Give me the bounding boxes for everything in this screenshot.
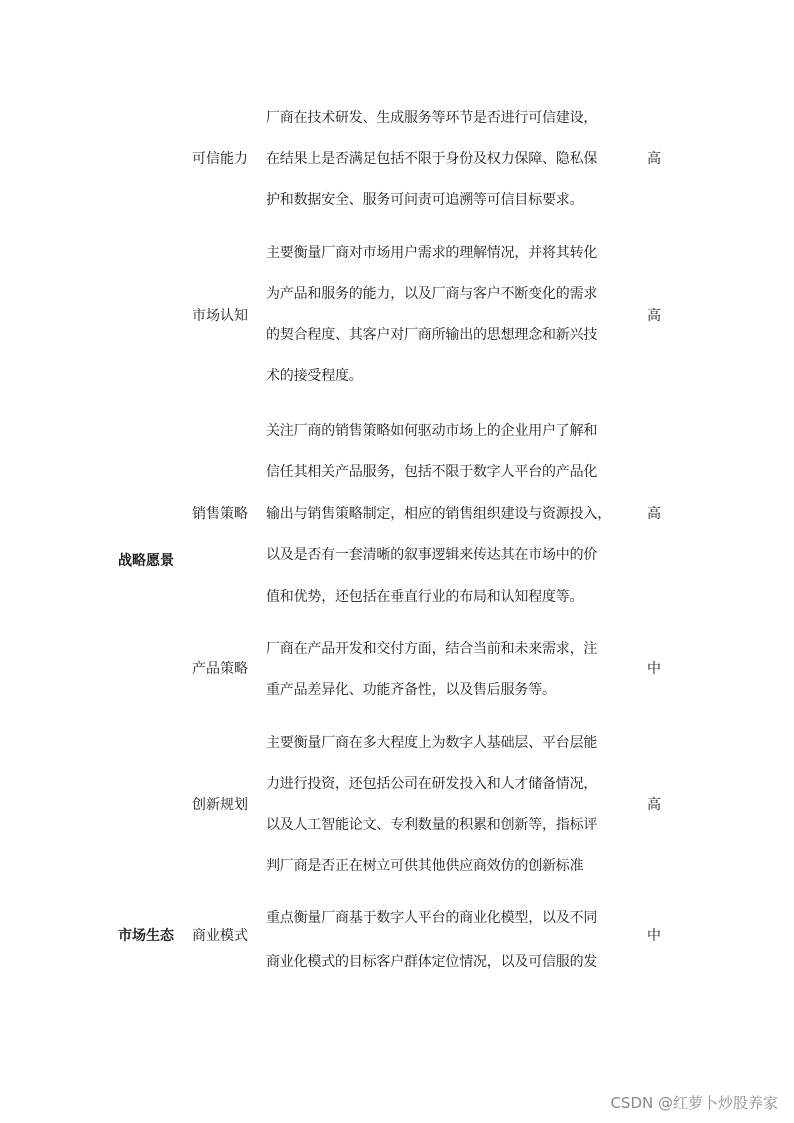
row-name-sales-strategy: 销售策略 — [192, 506, 248, 522]
row-level-innovation-planning: 高 — [647, 797, 661, 813]
desc-line: 判厂商是否正在树立可供其他供应商效仿的创新标准 — [266, 858, 584, 874]
row-level-sales-strategy: 高 — [647, 506, 661, 522]
desc-line: 术的接受程度。 — [266, 368, 363, 384]
row-level-product-strategy: 中 — [647, 661, 661, 677]
row-level-trust-capability: 高 — [647, 151, 661, 167]
desc-line: 值和优势，还包括在垂直行业的布局和认知程度等。 — [266, 589, 584, 605]
desc-line: 重产品差异化、功能齐备性，以及售后服务等。 — [266, 682, 556, 698]
row-name-trust-capability: 可信能力 — [192, 151, 248, 167]
desc-line: 力进行投资，还包括公司在研发投入和人才储备情况， — [266, 776, 598, 792]
desc-line: 在结果上是否满足包括不限于身份及权力保障、隐私保 — [266, 151, 598, 167]
desc-line: 厂商在技术研发、生成服务等环节是否进行可信建设， — [266, 110, 598, 126]
desc-line: 重点衡量厂商基于数字人平台的商业化模型，以及不同 — [266, 910, 598, 926]
row-level-market-awareness: 高 — [647, 308, 661, 324]
csdn-watermark: CSDN @红萝卜炒股养家 — [610, 1094, 778, 1112]
row-name-innovation-planning: 创新规划 — [192, 797, 248, 813]
desc-line: 以及人工智能论文、专利数量的积累和创新等，指标评 — [266, 817, 598, 833]
desc-line: 信任其相关产品服务，包括不限于数字人平台的产品化 — [266, 464, 598, 480]
desc-line: 的契合程度、其客户对厂商所输出的思想理念和新兴技 — [266, 327, 598, 343]
category-market-ecosystem: 市场生态 — [118, 928, 174, 944]
desc-line: 以及是否有一套清晰的叙事逻辑来传达其在市场中的价 — [266, 547, 598, 563]
desc-line: 护和数据安全、服务可问责可追溯等可信目标要求。 — [266, 192, 584, 208]
category-strategic-vision: 战略愿景 — [118, 553, 174, 569]
desc-line: 关注厂商的销售策略如何驱动市场上的企业用户了解和 — [266, 423, 598, 439]
desc-line: 为产品和服务的能力，以及厂商与客户不断变化的需求 — [266, 286, 598, 302]
row-level-business-model: 中 — [647, 928, 661, 944]
desc-line: 商业化模式的目标客户群体定位情况，以及可信服的发 — [266, 954, 598, 970]
row-name-business-model: 商业模式 — [192, 928, 248, 944]
desc-line: 主要衡量厂商在多大程度上为数字人基础层、平台层能 — [266, 735, 598, 751]
row-name-market-awareness: 市场认知 — [192, 308, 248, 324]
desc-line: 厂商在产品开发和交付方面，结合当前和未来需求，注 — [266, 641, 598, 657]
desc-line: 输出与销售策略制定，相应的销售组织建设与资源投入， — [266, 506, 611, 522]
desc-line: 主要衡量厂商对市场用户需求的理解情况，并将其转化 — [266, 245, 598, 261]
row-name-product-strategy: 产品策略 — [192, 661, 248, 677]
